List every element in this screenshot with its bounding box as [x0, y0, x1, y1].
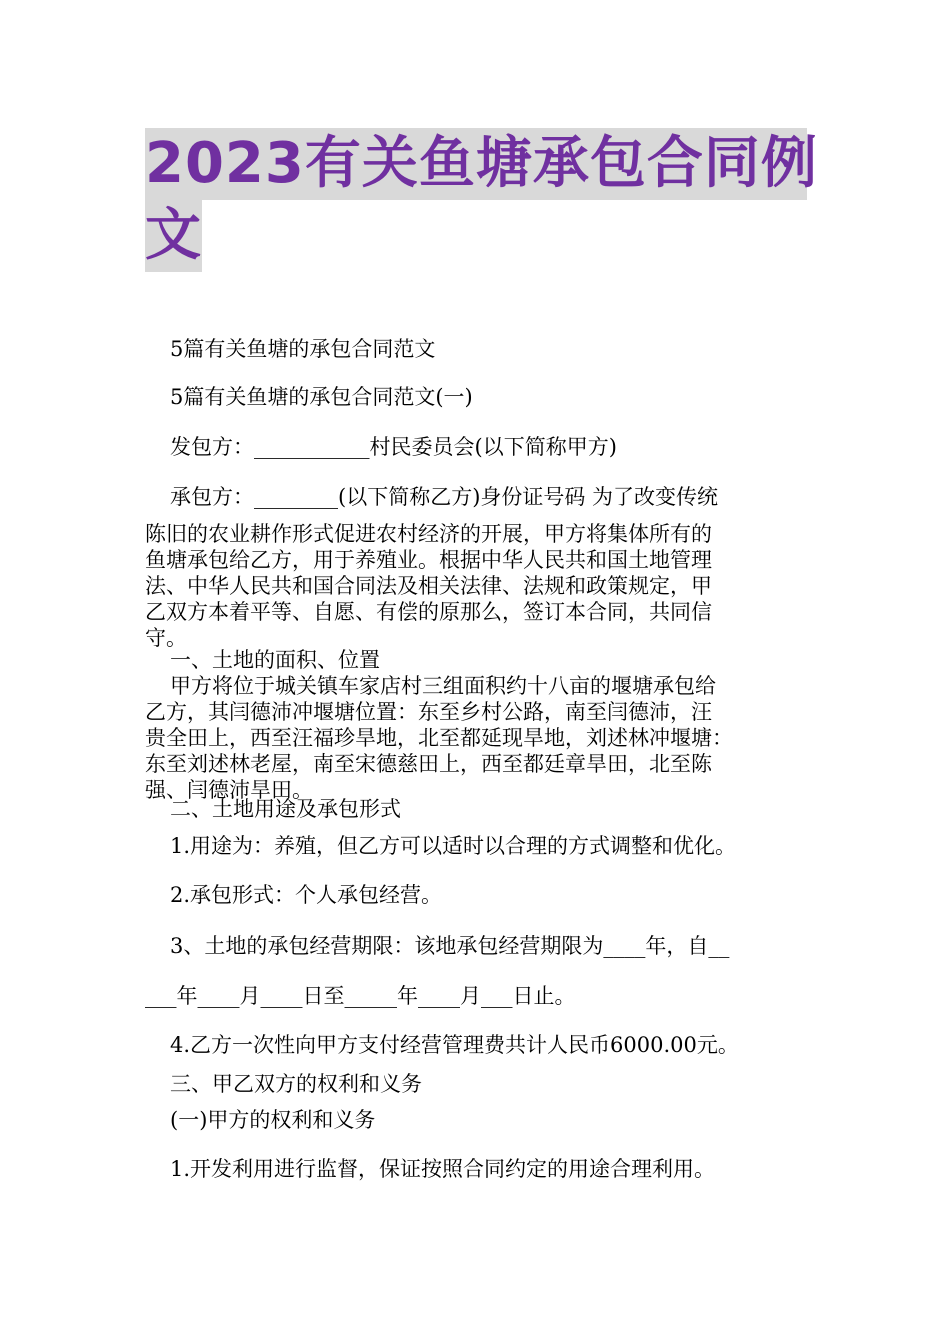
heading-party-a-rights: (一)甲方的权利和义务	[170, 1108, 376, 1132]
paragraph-contract-form: 2.承包形式：个人承包经营。	[170, 883, 443, 907]
text-line: 乙双方本着平等、自愿、有偿的原那么，签订本合同，共同信	[145, 600, 712, 624]
heading-rights-duties: 三、甲乙双方的权利和义务	[170, 1072, 422, 1096]
paragraph-contractor: 承包方：________(以下简称乙方)身份证号码 为了改变传统	[170, 485, 719, 509]
paragraph-supervision: 1.开发利用进行监督，保证按照合同约定的用途合理利用。	[170, 1157, 716, 1181]
heading-land-use: 二、土地用途及承包形式	[170, 797, 401, 821]
document-title	[145, 128, 818, 272]
text-line: 甲方将位于城关镇车家店村三组面积约十八亩的堰塘承包给	[170, 674, 716, 698]
text-line: 守。	[145, 626, 187, 650]
paragraph-fee: 4.乙方一次性向甲方支付经营管理费共计人民币6000.00元。	[170, 1033, 739, 1057]
text-line: 陈旧的农业耕作形式促进农村经济的开展，甲方将集体所有的	[145, 522, 712, 546]
text-line: 鱼塘承包给乙方，用于养殖业。根据中华人民共和国土地管理	[145, 548, 712, 572]
paragraph-land-location	[145, 673, 815, 803]
paragraph-term: 3、土地的承包经营期限：该地承包经营期限为____年，自__	[170, 934, 730, 958]
text-line: 乙方，其闫德沛冲堰塘位置：东至乡村公路，南至闫德沛，汪	[145, 700, 712, 724]
paragraph-preamble	[145, 521, 815, 651]
paragraph-employer: 发包方：___________村民委员会(以下简称甲方)	[170, 435, 617, 459]
title-line-1: 2023有关鱼塘承包合同例	[145, 128, 807, 200]
title-line-2: 文	[145, 200, 202, 272]
paragraph-section-title: 5篇有关鱼塘的承包合同范文(一)	[170, 385, 473, 409]
paragraph-term-dates: ___年____月____日至_____年____月___日止。	[145, 984, 576, 1008]
text-line: 强、闫德沛旱田。	[145, 778, 313, 802]
text-line: 法、中华人民共和国合同法及相关法律、法规和政策规定，甲	[145, 574, 712, 598]
paragraph-subtitle: 5篇有关鱼塘的承包合同范文	[170, 337, 436, 361]
text-line: 贵全田上，西至汪福珍旱地，北至都延现旱地，刘述林冲堰塘：	[145, 726, 733, 750]
text-line: 东至刘述林老屋，南至宋德慈田上，西至都廷章旱田，北至陈	[145, 752, 712, 776]
paragraph-purpose: 1.用途为：养殖，但乙方可以适时以合理的方式调整和优化。	[170, 834, 737, 858]
heading-land-area: 一、土地的面积、位置	[170, 648, 380, 672]
